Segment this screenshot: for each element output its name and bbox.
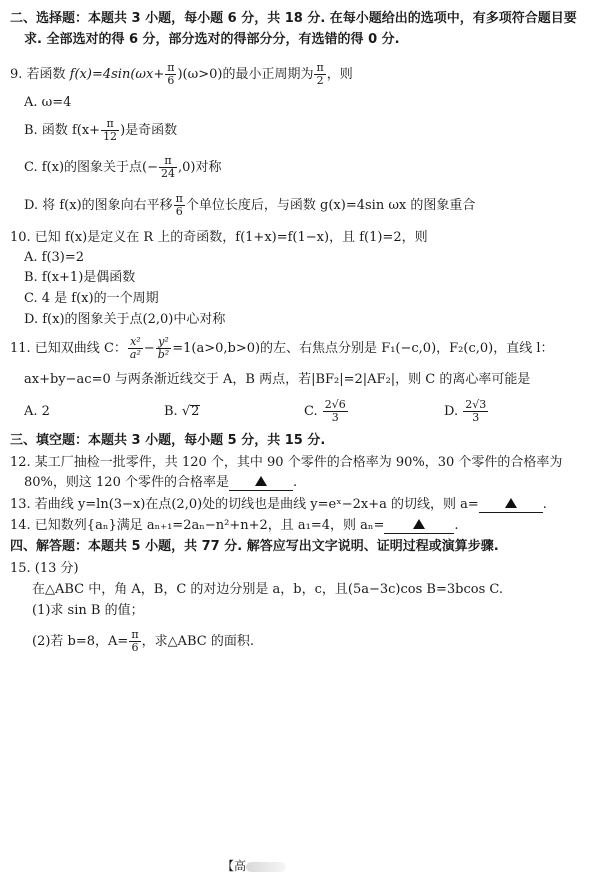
option-label: C. [304, 404, 322, 419]
q15-p2-suffix: ，求△ABC 的面积. [141, 634, 254, 649]
q13-answer-blank[interactable] [479, 498, 543, 513]
frac-num: x² [128, 336, 143, 349]
q11-options [24, 398, 489, 426]
q15-head: 15. (13 分) [10, 561, 79, 576]
frac-num: π [316, 61, 324, 74]
option-label: B. [164, 404, 182, 419]
footer-text: 【高 [222, 859, 247, 873]
q15-part1: (1)求 sin B 的值； [32, 603, 144, 618]
q15-p2-frac [129, 629, 140, 654]
frac-den: 12 [103, 130, 118, 143]
q11-d-frac [463, 399, 488, 424]
frac-den: 6 [131, 641, 139, 654]
q14-answer-blank[interactable] [384, 519, 454, 534]
q12-line1: 12. 某工厂抽检一批零件，共 120 个，其中 90 个零件的合格率为 90%，30 个零件的合格率为 [10, 455, 563, 470]
triangle-icon [255, 476, 267, 486]
frac-num: π [175, 192, 183, 205]
q9-d-frac [174, 193, 185, 218]
q10-option-b: B. f(x+1)是偶函数 [24, 270, 136, 285]
q12-answer-blank[interactable] [229, 476, 293, 491]
section-4-title: 四、解答题：本题共 5 小题，共 77 分. 解答应写出文字说明、证明过程或演算步骤. [10, 539, 499, 554]
q9-stem-prefix: 9. 若函数 [10, 67, 70, 82]
frac-num: π [101, 118, 119, 131]
q11-option-a: A. 2 [24, 404, 50, 419]
q12-text: 80%，则这 120 个零件的合格率是 [24, 475, 229, 490]
q11-stem [10, 335, 554, 363]
option-label: D. [444, 404, 463, 419]
section-3-title: 三、填空题：本题共 3 小题，每小题 5 分，共 15 分. [10, 433, 326, 448]
q14-line [10, 518, 459, 534]
q11-option-b: B. √2 [164, 404, 200, 419]
frac-num: 2√3 [465, 398, 487, 411]
q11-suffix: =1(a>0,b>0)的左、右焦点分别是 F₁(−c,0)，F₂(c,0)，直线 l： [172, 341, 554, 356]
frac-den: a² [129, 348, 141, 361]
q11-prefix: 11. 已知双曲线 C： [10, 341, 127, 356]
frac-den: 6 [167, 74, 175, 87]
q14-end: . [454, 518, 459, 533]
q11-c-frac [323, 399, 348, 424]
sqrt-radicand: 2 [191, 404, 200, 419]
page-footer [222, 857, 286, 874]
q9-stem [10, 62, 353, 88]
q9-frac-pi-2 [314, 62, 325, 87]
q9-d-suffix: 个单位长度后，与函数 g(x)=4sin ωx 的图象重合 [185, 198, 476, 213]
q11-frac-y [156, 336, 171, 361]
frac-den: 24 [161, 167, 175, 180]
frac-den: b² [157, 348, 170, 361]
triangle-icon [505, 498, 517, 508]
q13-line [10, 497, 547, 513]
frac-num: y² [156, 336, 171, 349]
frac-num: π [131, 628, 139, 641]
frac-den: 2 [316, 74, 324, 87]
q15-p2-prefix: (2)若 b=8，A= [32, 634, 129, 649]
q11-minus: − [143, 341, 155, 356]
q11-line2: ax+by−ac=0 与两条渐近线交于 A，B 两点，若|BF₂|=2|AF₂|，则 C 的离心率可能是 [24, 372, 531, 387]
triangle-icon [413, 519, 425, 529]
q14-text: 14. 已知数列{aₙ}满足 aₙ₊₁=2aₙ−n²+n+2，且 a₁=4，则 aₙ= [10, 518, 385, 533]
footer-smudge [246, 862, 286, 872]
q9-option-a: A. ω=4 [24, 95, 72, 110]
q9-c-prefix: C. f(x)的图象关于点(− [24, 160, 158, 175]
frac-den: 3 [331, 411, 339, 424]
q10-option-a: A. f(3)=2 [24, 250, 85, 265]
q9-b-frac [101, 118, 119, 143]
section-2-title-line1: 二、选择题：本题共 3 小题，每小题 6 分，共 18 分. 在每小题给出的选项中，有多项符合题目要 [10, 11, 577, 26]
q12-line2 [24, 475, 297, 491]
q9-function: f(x)=4sin(ωx+ [69, 67, 165, 82]
q9-stem-end: ，则 [326, 67, 353, 82]
frac-num: 2√6 [324, 398, 346, 411]
q11-option-c [304, 398, 444, 426]
q9-b-suffix: )是奇函数 [120, 123, 178, 138]
frac-num: π [167, 61, 175, 74]
q15-part2 [32, 628, 254, 656]
frac-num: π [159, 155, 177, 168]
section-2-title-line2: 求. 全部选对的得 6 分，部分选对的得部分分，有选错的得 0 分. [24, 32, 400, 47]
q9-b-prefix: B. 函数 f(x+ [24, 123, 101, 138]
q9-frac-pi-6 [165, 62, 176, 87]
q9-stem-mid: )(ω>0)的最小正周期为 [177, 67, 314, 82]
q10-option-d: D. f(x)的图象关于点(2,0)中心对称 [24, 312, 226, 327]
q11-option-d [444, 398, 489, 426]
q10-stem: 10. 已知 f(x)是定义在 R 上的奇函数，f(1+x)=f(1−x)，且 f(1)=2，则 [10, 230, 428, 245]
q9-option-b [24, 118, 177, 144]
q9-option-d [24, 193, 475, 219]
q9-c-suffix: ,0)对称 [178, 160, 222, 175]
q9-c-frac [159, 155, 177, 180]
q13-text: 13. 若曲线 y=ln(3−x)在点(2,0)处的切线也是曲线 y=eˣ−2x+a 的切线，则 a= [10, 497, 479, 512]
frac-den: 3 [472, 411, 480, 424]
q9-d-prefix: D. 将 f(x)的图象向右平移 [24, 198, 173, 213]
q12-end: . [292, 475, 298, 490]
frac-den: 6 [175, 205, 183, 218]
q11-frac-x [128, 336, 143, 361]
q10-option-c: C. 4 是 f(x)的一个周期 [24, 291, 159, 306]
q9-option-c [24, 155, 221, 181]
q13-end: . [542, 497, 547, 512]
q15-line1: 在△ABC 中，角 A，B，C 的对边分别是 a，b，c，且(5a−3c)cos B=3bcos C. [32, 582, 503, 597]
